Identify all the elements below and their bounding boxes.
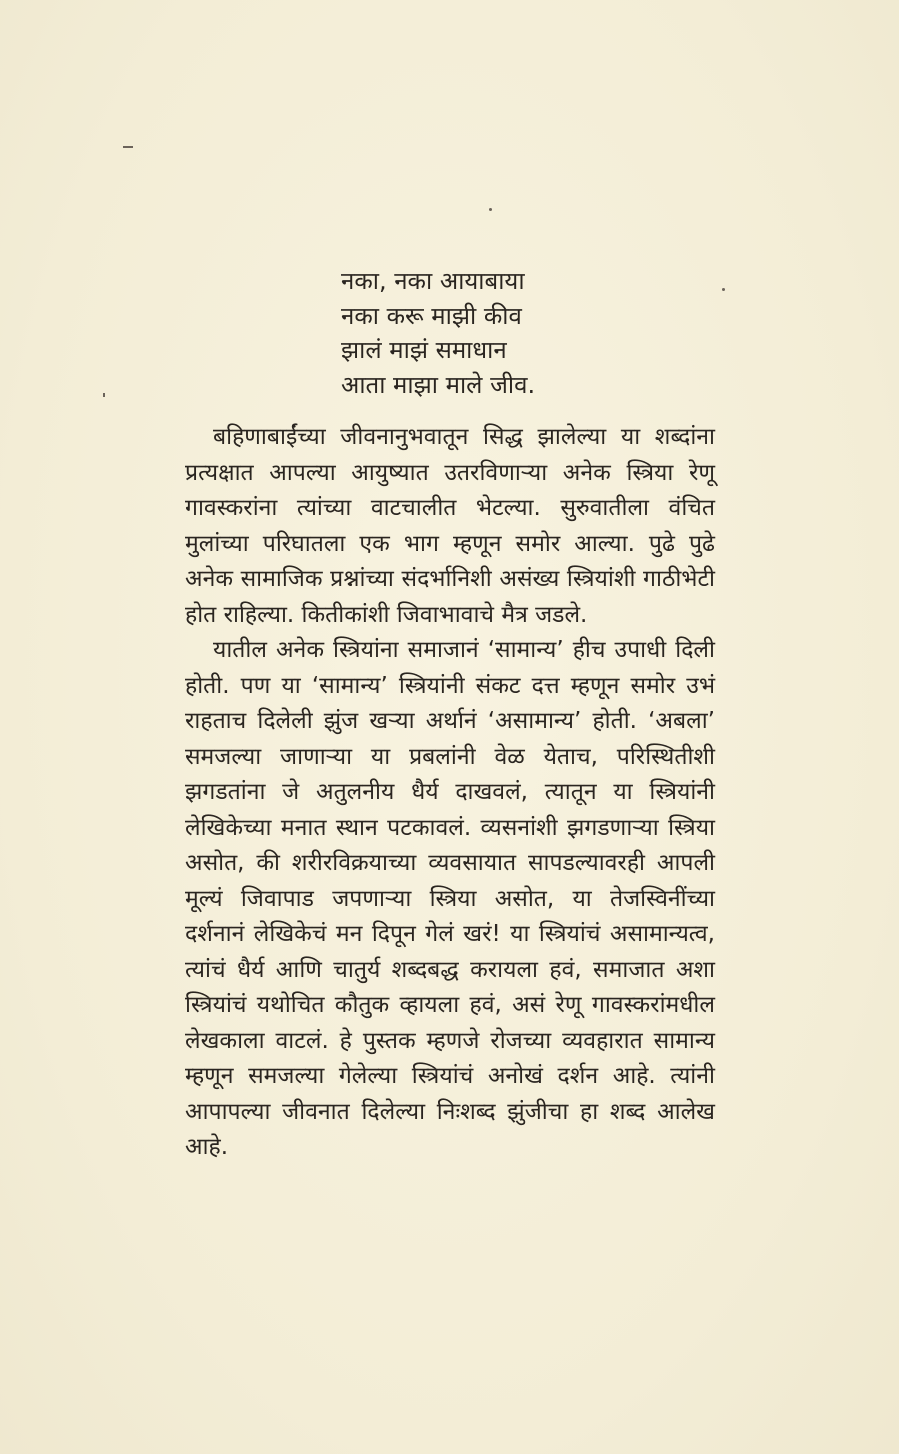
verse-line: नका, नका आयाबाया <box>341 267 525 295</box>
print-speck <box>489 208 492 211</box>
verse-line: झालं माझं समाधान <box>341 336 507 364</box>
print-speck <box>722 288 725 291</box>
verse-block <box>341 264 641 402</box>
paragraph: यातील अनेक स्त्रियांना समाजानं ‘सामान्य’ हीच उपाधी दिली होती. पण या ‘सामान्य’ स्त्रियांनी संकट दत्त म्हणून समोर उभं राहताच दिलेली झुंज खऱ्या अर्थानं ‘असामान्य’ होती. ‘अबला’ समजल्या जाणाऱ्या या प्रबलांनी वेळ येताच, परिस्थितीशी झगडतांना जे अतुलनीय धैर्य दाखवलं, त्यातून या स्त्रियांनी लेखिकेच्या मनात स्थान पटकावलं. व्यसनांशी झगडणाऱ्या स्त्रिया असोत, की शरीरविक्रयाच्या व्यवसायात सापडल्यावरही आपली मूल्यं जिवापाड जपणाऱ्या स्त्रिया असोत, या तेजस्विनींच्या दर्शनानं लेखिकेचं मन दिपून गेलं खरं! या स्त्रियांचं असामान्यत्व, त्यांचं धैर्य आणि चातुर्य शब्दबद्ध करायला हवं, समाजात अशा स्त्रियांचं यथोचित कौतुक व्हायला हवं, असं रेणू गावस्करांमधील लेखकाला वाटलं. हे पुस्तक म्हणजे रोजच्या व्यवहारात सामान्य म्हणून समजल्या गेलेल्या स्त्रियांचं अनोखं दर्शन आहे. त्यांनी आपापल्या जीवनात दिलेल्या निःशब्द झुंजीचा हा शब्द आलेख आहे. <box>185 637 715 1160</box>
verse-line: नका करू माझी कीव <box>341 301 522 330</box>
print-speck <box>103 393 105 397</box>
blurb-text <box>185 420 715 1166</box>
print-speck <box>123 146 133 148</box>
paragraph: बहिणाबाईंच्या जीवनानुभवातून सिद्ध झालेल्या या शब्दांना प्रत्यक्षात आपल्या आयुष्यात उतरविणाऱ्या अनेक स्त्रिया रेणू गावस्करांना त्यांच्या वाटचालीत भेटल्या. सुरुवातीला वंचित मुलांच्या परिघातला एक भाग म्हणून समोर आल्या. पुढे पुढे अनेक सामाजिक प्रश्नांच्या संदर्भानिशी असंख्य स्त्रियांशी गाठीभेटी होत राहिल्या. कितीकांशी जिवाभावाचे मैत्र जडले. <box>185 424 715 628</box>
verse-line: आता माझा माले जीव. <box>341 370 536 399</box>
